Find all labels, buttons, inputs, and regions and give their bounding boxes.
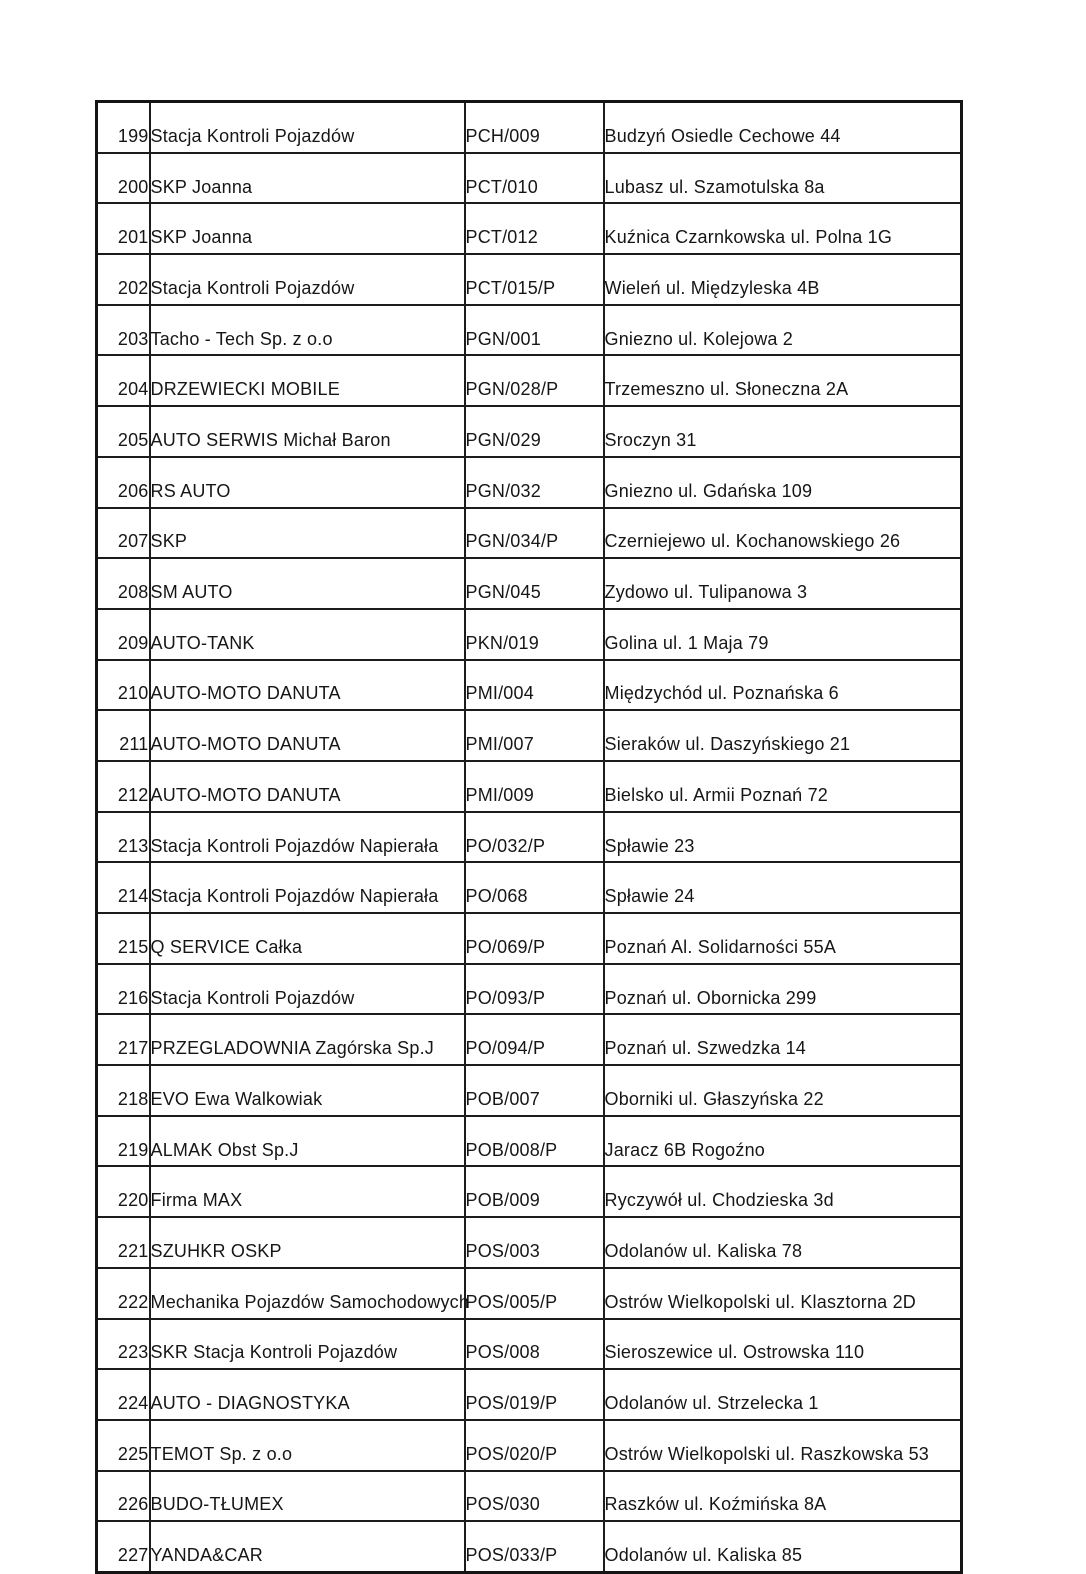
cell-row-number: 201 xyxy=(97,203,150,254)
cell-station-code: PCT/010 xyxy=(465,153,604,204)
cell-station-name: AUTO-TANK xyxy=(150,609,465,660)
table-row xyxy=(97,558,962,609)
cell-station-address: Wieleń ul. Międzyleska 4B xyxy=(604,254,962,305)
cell-station-code: POS/019/P xyxy=(465,1369,604,1420)
table-row xyxy=(97,1420,962,1471)
cell-station-address: Międzychód ul. Poznańska 6 xyxy=(604,660,962,711)
cell-station-name: AUTO - DIAGNOSTYKA xyxy=(150,1369,465,1420)
cell-station-name: Q SERVICE Całka xyxy=(150,913,465,964)
cell-row-number: 216 xyxy=(97,964,150,1015)
cell-station-address: Spławie 24 xyxy=(604,862,962,913)
cell-row-number: 219 xyxy=(97,1116,150,1167)
cell-station-code: POS/030 xyxy=(465,1471,604,1522)
table-row xyxy=(97,355,962,406)
cell-row-number: 220 xyxy=(97,1166,150,1217)
cell-station-address: Kuźnica Czarnkowska ul. Polna 1G xyxy=(604,203,962,254)
table-row xyxy=(97,1521,962,1572)
cell-station-address: Gniezno ul. Gdańska 109 xyxy=(604,457,962,508)
table-row xyxy=(97,710,962,761)
table-row xyxy=(97,913,962,964)
cell-row-number: 225 xyxy=(97,1420,150,1471)
cell-station-address: Spławie 23 xyxy=(604,812,962,863)
cell-station-code: PCT/015/P xyxy=(465,254,604,305)
cell-station-code: PGN/001 xyxy=(465,305,604,356)
cell-station-name: Stacja Kontroli Pojazdów Napierała xyxy=(150,812,465,863)
cell-station-address: Budzyń Osiedle Cechowe 44 xyxy=(604,102,962,153)
cell-station-code: PGN/029 xyxy=(465,406,604,457)
cell-station-address: Bielsko ul. Armii Poznań 72 xyxy=(604,761,962,812)
cell-row-number: 206 xyxy=(97,457,150,508)
table-row xyxy=(97,609,962,660)
cell-station-name: Mechanika Pojazdów Samochodowych xyxy=(150,1268,465,1319)
cell-station-name: BUDO-TŁUMEX xyxy=(150,1471,465,1522)
cell-station-address: Sroczyn 31 xyxy=(604,406,962,457)
cell-station-name: PRZEGLADOWNIA Zagórska Sp.J xyxy=(150,1014,465,1065)
cell-station-code: PGN/032 xyxy=(465,457,604,508)
cell-station-code: PCT/012 xyxy=(465,203,604,254)
cell-station-code: PMI/004 xyxy=(465,660,604,711)
table-row xyxy=(97,1116,962,1167)
table-row xyxy=(97,406,962,457)
table-row xyxy=(97,812,962,863)
cell-station-address: Odolanów ul. Kaliska 85 xyxy=(604,1521,962,1572)
cell-station-address: Trzemeszno ul. Słoneczna 2A xyxy=(604,355,962,406)
table-row xyxy=(97,305,962,356)
cell-station-address: Sieroszewice ul. Ostrowska 110 xyxy=(604,1319,962,1370)
cell-row-number: 211 xyxy=(97,710,150,761)
cell-station-address: Gniezno ul. Kolejowa 2 xyxy=(604,305,962,356)
cell-station-address: Sieraków ul. Daszyńskiego 21 xyxy=(604,710,962,761)
cell-station-code: POB/007 xyxy=(465,1065,604,1116)
cell-station-code: PCH/009 xyxy=(465,102,604,153)
cell-row-number: 227 xyxy=(97,1521,150,1572)
cell-station-code: POB/008/P xyxy=(465,1116,604,1167)
table-row xyxy=(97,102,962,153)
cell-station-name: TEMOT Sp. z o.o xyxy=(150,1420,465,1471)
cell-row-number: 215 xyxy=(97,913,150,964)
cell-station-name: SKR Stacja Kontroli Pojazdów xyxy=(150,1319,465,1370)
cell-row-number: 199 xyxy=(97,102,150,153)
cell-row-number: 200 xyxy=(97,153,150,204)
cell-row-number: 209 xyxy=(97,609,150,660)
cell-row-number: 223 xyxy=(97,1319,150,1370)
cell-row-number: 205 xyxy=(97,406,150,457)
cell-station-code: POS/003 xyxy=(465,1217,604,1268)
cell-station-code: PO/069/P xyxy=(465,913,604,964)
cell-station-name: DRZEWIECKI MOBILE xyxy=(150,355,465,406)
cell-station-name: Firma MAX xyxy=(150,1166,465,1217)
cell-station-address: Ostrów Wielkopolski ul. Raszkowska 53 xyxy=(604,1420,962,1471)
table-row xyxy=(97,1369,962,1420)
cell-station-code: PMI/007 xyxy=(465,710,604,761)
cell-station-code: POS/033/P xyxy=(465,1521,604,1572)
cell-station-name: SM AUTO xyxy=(150,558,465,609)
cell-row-number: 204 xyxy=(97,355,150,406)
cell-station-name: SKP Joanna xyxy=(150,153,465,204)
cell-row-number: 202 xyxy=(97,254,150,305)
table-row xyxy=(97,1166,962,1217)
cell-station-code: PKN/019 xyxy=(465,609,604,660)
table-row xyxy=(97,1217,962,1268)
cell-row-number: 203 xyxy=(97,305,150,356)
cell-station-name: AUTO-MOTO DANUTA xyxy=(150,660,465,711)
cell-row-number: 218 xyxy=(97,1065,150,1116)
cell-station-address: Lubasz ul. Szamotulska 8a xyxy=(604,153,962,204)
table-row xyxy=(97,1471,962,1522)
cell-station-address: Golina ul. 1 Maja 79 xyxy=(604,609,962,660)
cell-station-name: Stacja Kontroli Pojazdów xyxy=(150,254,465,305)
cell-row-number: 224 xyxy=(97,1369,150,1420)
cell-station-code: PO/068 xyxy=(465,862,604,913)
cell-station-name: ALMAK Obst Sp.J xyxy=(150,1116,465,1167)
cell-station-address: Odolanów ul. Kaliska 78 xyxy=(604,1217,962,1268)
cell-station-name: AUTO-MOTO DANUTA xyxy=(150,710,465,761)
cell-station-code: PO/032/P xyxy=(465,812,604,863)
cell-station-address: Odolanów ul. Strzelecka 1 xyxy=(604,1369,962,1420)
cell-station-name: Stacja Kontroli Pojazdów xyxy=(150,102,465,153)
cell-station-code: POB/009 xyxy=(465,1166,604,1217)
cell-station-address: Ryczywół ul. Chodzieska 3d xyxy=(604,1166,962,1217)
cell-station-name: SKP xyxy=(150,508,465,559)
table-row xyxy=(97,508,962,559)
cell-station-name: EVO Ewa Walkowiak xyxy=(150,1065,465,1116)
cell-station-code: POS/005/P xyxy=(465,1268,604,1319)
cell-station-address: Czerniejewo ul. Kochanowskiego 26 xyxy=(604,508,962,559)
stations-table xyxy=(95,100,963,1574)
cell-station-address: Poznań Al. Solidarności 55A xyxy=(604,913,962,964)
cell-station-name: SZUHKR OSKP xyxy=(150,1217,465,1268)
table-row xyxy=(97,660,962,711)
cell-station-code: PGN/034/P xyxy=(465,508,604,559)
cell-station-address: Poznań ul. Obornicka 299 xyxy=(604,964,962,1015)
cell-row-number: 212 xyxy=(97,761,150,812)
cell-row-number: 222 xyxy=(97,1268,150,1319)
table-row xyxy=(97,964,962,1015)
cell-station-name: SKP Joanna xyxy=(150,203,465,254)
cell-station-code: PO/094/P xyxy=(465,1014,604,1065)
cell-station-code: PMI/009 xyxy=(465,761,604,812)
cell-station-code: POS/008 xyxy=(465,1319,604,1370)
table-row xyxy=(97,1065,962,1116)
table-row xyxy=(97,1268,962,1319)
table-row xyxy=(97,862,962,913)
cell-row-number: 214 xyxy=(97,862,150,913)
cell-station-address: Zydowo ul. Tulipanowa 3 xyxy=(604,558,962,609)
table-row xyxy=(97,457,962,508)
cell-row-number: 221 xyxy=(97,1217,150,1268)
cell-station-name: Stacja Kontroli Pojazdów xyxy=(150,964,465,1015)
cell-station-name: RS AUTO xyxy=(150,457,465,508)
table-row xyxy=(97,254,962,305)
cell-row-number: 210 xyxy=(97,660,150,711)
stations-table-body xyxy=(97,102,962,1573)
cell-row-number: 217 xyxy=(97,1014,150,1065)
table-row xyxy=(97,153,962,204)
cell-station-address: Oborniki ul. Głaszyńska 22 xyxy=(604,1065,962,1116)
cell-station-code: POS/020/P xyxy=(465,1420,604,1471)
cell-station-name: AUTO-MOTO DANUTA xyxy=(150,761,465,812)
cell-station-code: PGN/028/P xyxy=(465,355,604,406)
cell-station-name: YANDA&CAR xyxy=(150,1521,465,1572)
cell-row-number: 226 xyxy=(97,1471,150,1522)
cell-station-address: Ostrów Wielkopolski ul. Klasztorna 2D xyxy=(604,1268,962,1319)
cell-station-code: PGN/045 xyxy=(465,558,604,609)
table-row xyxy=(97,1014,962,1065)
table-row xyxy=(97,203,962,254)
table-row xyxy=(97,1319,962,1370)
cell-station-name: Tacho - Tech Sp. z o.o xyxy=(150,305,465,356)
cell-row-number: 213 xyxy=(97,812,150,863)
cell-row-number: 208 xyxy=(97,558,150,609)
cell-station-name: AUTO SERWIS Michał Baron xyxy=(150,406,465,457)
table-row xyxy=(97,761,962,812)
cell-row-number: 207 xyxy=(97,508,150,559)
cell-station-address: Jaracz 6B Rogoźno xyxy=(604,1116,962,1167)
cell-station-address: Raszków ul. Koźmińska 8A xyxy=(604,1471,962,1522)
cell-station-address: Poznań ul. Szwedzka 14 xyxy=(604,1014,962,1065)
cell-station-code: PO/093/P xyxy=(465,964,604,1015)
cell-station-name: Stacja Kontroli Pojazdów Napierała xyxy=(150,862,465,913)
